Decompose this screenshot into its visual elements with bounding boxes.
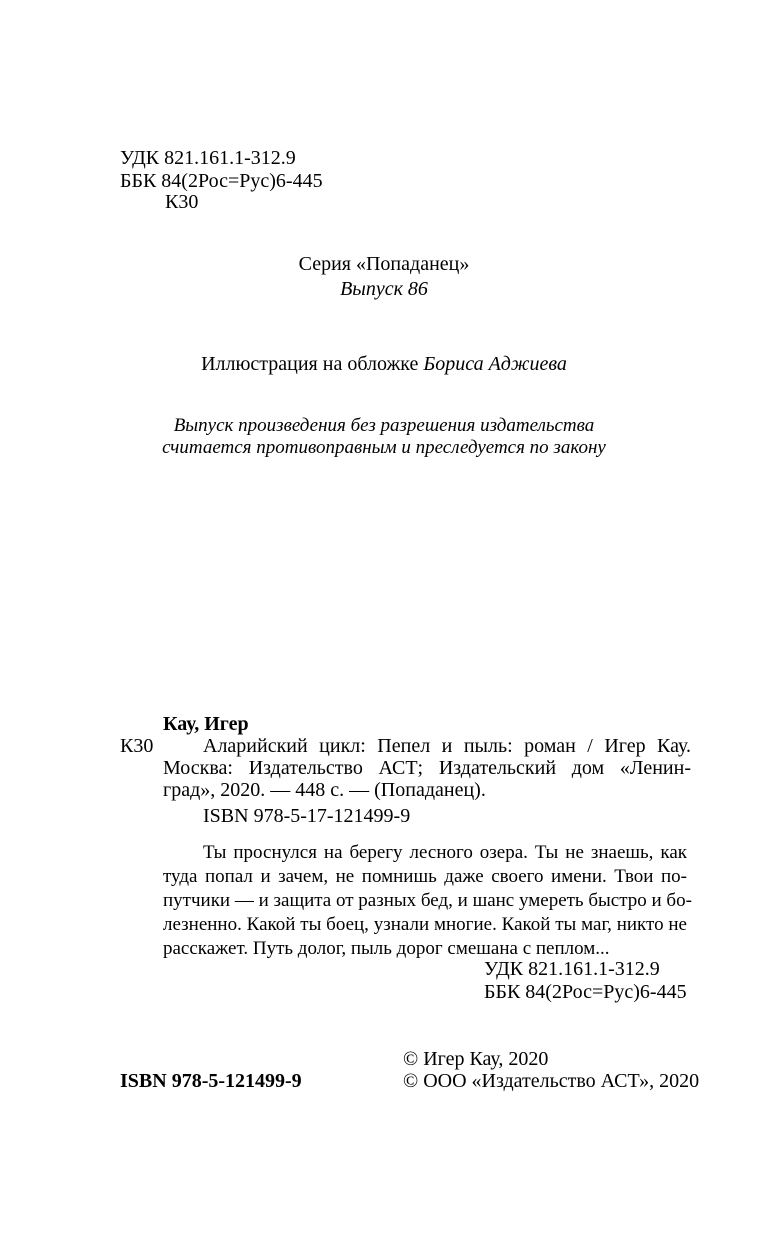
catalog-line1: Аларийский цикл: Пепел и пыль: роман / Игер Кау. [203,735,691,757]
annotation-line4: лезненно. Какой ты боец, узнали многие. Какой ты маг, никто не [163,914,687,935]
series-title: Серия «Попаданец» [298,253,470,275]
catalog-isbn: ISBN 978-5-17-121499-9 [203,805,411,827]
series-issue: Выпуск 86 [340,278,428,300]
illustration-text: Иллюстрация на обложке [201,353,424,375]
copyright-author: © Игер Кау, 2020 [403,1048,549,1070]
catalog-mark: К30 [120,735,154,757]
annotation-line5: расскажет. Путь долог, пыль дорог смешана с пеплом... [163,938,610,959]
annotation-line1: Ты проснулся на берегу лесного озера. Ты не знаешь, как [203,842,687,863]
annotation-line2: туда попал и зачем, не помнишь даже своего имени. Твои по- [163,866,687,887]
author-mark: К30 [165,191,199,213]
footer-udk: УДК 821.161.1-312.9 [484,958,660,980]
illustration-credit [0,352,768,376]
annotation-line3: путчики — и защита от разных бед, и шанс умереть быстро и бо- [163,890,692,911]
illustration-artist: Бориса Аджиева [423,353,567,375]
footer-isbn: ISBN 978-5-121499-9 [120,1070,302,1092]
catalog-line2: Москва: Издательство АСТ; Издательский дом «Ленин- [163,757,691,779]
legal-notice-line1: Выпуск произведения без разрешения издательства [173,415,595,436]
bbk-code: ББК 84(2Рос=Рус)6-445 [120,170,323,192]
footer-bbk: ББК 84(2Рос=Рус)6-445 [484,981,687,1003]
legal-notice-line2: считается противоправным и преследуется по закону [162,437,606,458]
catalog-author: Кау, Игер [163,713,249,735]
catalog-line3: град», 2020. — 448 с. — (Попаданец). [163,779,486,801]
copyright-publisher: © ООО «Издательство АСТ», 2020 [403,1070,700,1092]
udk-code: УДК 821.161.1-312.9 [120,147,296,169]
